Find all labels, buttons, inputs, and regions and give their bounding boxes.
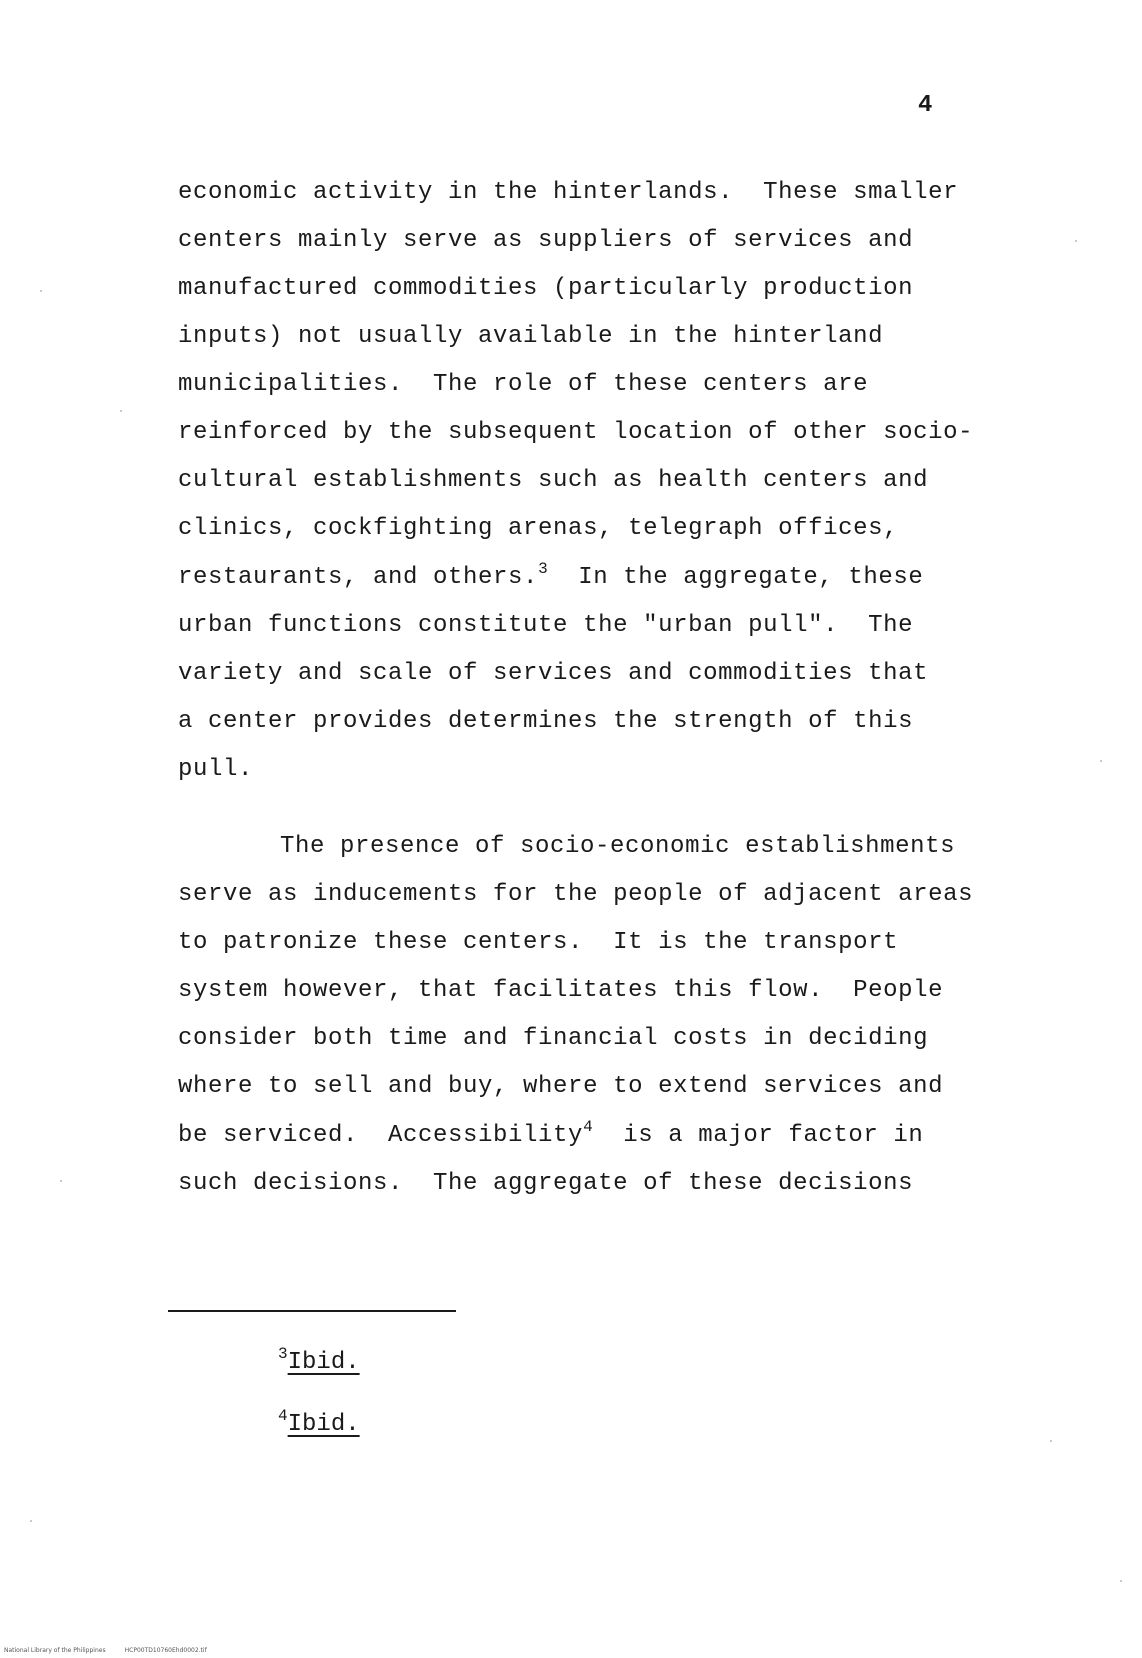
body-line: urban functions constitute the "urban pull". The [178,612,914,639]
footnote-marker: 4 [278,1407,288,1425]
line-text: be serviced. Accessibility [178,1122,584,1149]
footnote-text: Ibid. [287,1349,360,1376]
line-text: is a major factor in [623,1122,924,1149]
scan-speck [40,290,42,292]
body-line: cultural establishments such as health centers and [178,467,929,494]
scan-speck [1120,1580,1122,1582]
footnote-divider [168,1310,456,1312]
scan-speck [60,1180,62,1182]
footer-library: National Library of the Philippines [4,1647,106,1654]
body-line: reinforced by the subsequent location of other socio- [178,419,974,446]
body-line: serve as inducements for the people of adjacent areas [178,881,974,908]
footnote-marker: 3 [278,1345,288,1363]
body-line: consider both time and financial costs in deciding [178,1025,929,1052]
body-line: system however, that facilitates this flow. People [178,977,944,1004]
footnote-reference: 3 [538,560,549,578]
body-line: clinics, cockfighting arenas, telegraph offices, [178,515,899,542]
body-line: a center provides determines the strength of this [178,708,914,735]
footnote-4 [278,1407,360,1440]
scan-speck [1075,240,1077,242]
body-line: economic activity in the hinterlands. These smaller [178,179,959,206]
footer-file-code: HCP00TD10760Ehd0002.tif [124,1647,207,1654]
footnote-3 [278,1345,360,1378]
body-line-with-note [178,1118,924,1151]
footnote-text: Ibid. [287,1411,360,1438]
body-line: variety and scale of services and commodities that [178,660,929,687]
scan-speck [120,410,122,412]
body-line: municipalities. The role of these centers are [178,371,869,398]
scan-speck [1100,760,1102,762]
footnote-reference: 4 [583,1118,594,1136]
body-line: The presence of socio-economic establishments [280,833,956,860]
line-text: restaurants, and others. [178,564,539,591]
scan-speck [1050,1440,1052,1442]
scan-footer [4,1647,207,1654]
scan-speck [30,1520,32,1522]
line-text: In the aggregate, these [578,564,924,591]
body-line-with-note [178,560,924,593]
body-line: inputs) not usually available in the hinterland [178,323,884,350]
body-line: to patronize these centers. It is the transport [178,929,899,956]
body-line: such decisions. The aggregate of these decisions [178,1170,914,1197]
body-line: manufactured commodities (particularly production [178,275,914,302]
body-line: centers mainly serve as suppliers of services and [178,227,914,254]
page-number: 4 [918,92,933,119]
body-line: where to sell and buy, where to extend services and [178,1073,944,1100]
body-line: pull. [178,756,254,783]
